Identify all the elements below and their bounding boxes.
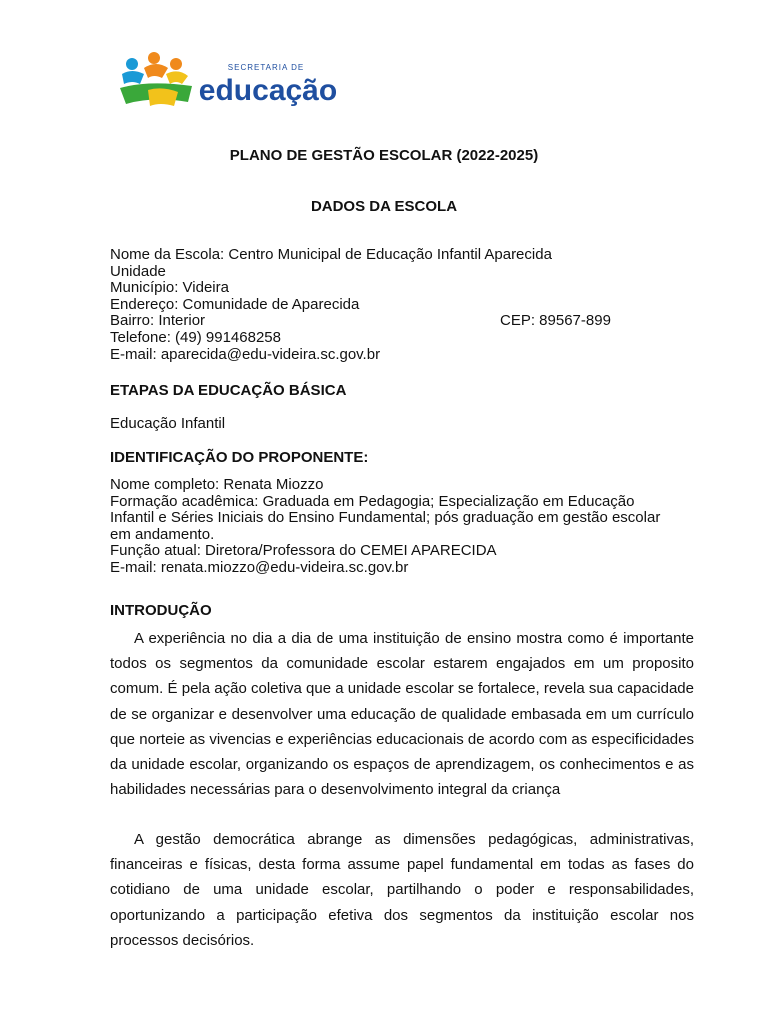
section-heading-identificacao: IDENTIFICAÇÃO DO PROPONENTE:	[110, 449, 369, 466]
logo-figure-teal	[126, 58, 138, 70]
logo-figure-orange-2	[170, 58, 182, 70]
section-heading-etapas: ETAPAS DA EDUCAÇÃO BÁSICA	[110, 382, 347, 399]
school-telefone: Telefone: (49) 991468258	[110, 328, 281, 346]
proponente-formacao-line2: Infantil e Séries Iniciais do Ensino Fundamental; pós graduação em gestão escolar	[110, 509, 661, 527]
proponente-formacao-line3: em andamento.	[110, 525, 215, 543]
school-cep: CEP: 89567-899	[500, 312, 611, 330]
logo-graphic	[118, 50, 358, 110]
school-name-line2: Unidade	[110, 262, 166, 280]
proponente-formacao-line1: Formação acadêmica: Graduada em Pedagogia; Especialização em Educação	[110, 492, 635, 510]
school-name-line1: Nome da Escola: Centro Municipal de Educação Infantil Aparecida	[110, 246, 552, 263]
etapa-text: Educação Infantil	[110, 415, 226, 432]
school-bairro: Bairro: Interior	[110, 312, 206, 330]
logo-top-text: SECRETARIA DE	[227, 63, 305, 72]
logo-body-yellow	[166, 71, 188, 84]
proponente-nome: Nome completo: Renata Miozzo	[110, 476, 324, 493]
logo-main-text: educação	[198, 74, 338, 107]
school-email: E-mail: aparecida@edu-videira.sc.gov.br	[110, 345, 381, 363]
document-title: PLANO DE GESTÃO ESCOLAR (2022-2025)	[229, 147, 539, 164]
proponente-funcao: Função atual: Diretora/Professora do CEMEI APARECIDA	[110, 542, 497, 560]
proponente-block	[110, 477, 700, 577]
logo-figure-orange	[148, 52, 160, 64]
section-heading-introducao: INTRODUÇÃO	[110, 602, 212, 619]
section-heading-dados: DADOS DA ESCOLA	[310, 198, 458, 215]
intro-paragraph-1: A experiência no dia a dia de uma instituição de ensino mostra como é importante todos os segmentos da comunidade escolar estarem engajados em um proposito comum. É pela ação coletiva que a unidade escolar se fortalece, revela sua capacidade de se organizar e desenvolver uma educação de qualidade embasada em um currículo que norteie as vivencias e experiências educacionais de acordo com as especificidades da unidade escolar, organizando os espaços de aprendizagem, os conhecimentos e as habilidades necessárias para o desenvolvimento integral da criança	[110, 630, 694, 799]
logo-body-orange	[144, 64, 168, 78]
logo-body-teal	[122, 71, 144, 84]
school-bairro-row	[110, 313, 700, 330]
intro-paragraph-2: A gestão democrática abrange as dimensões pedagógicas, administrativas, financeiras e físicas, desta forma assume papel fundamental em todas as fases do cotidiano de uma unidade escolar, partilhando o poder e responsabilidades, oportunizando a participação efetiva dos segmentos da instituição escolar nos processos decisórios.	[110, 831, 694, 949]
secretaria-educacao-logo	[118, 50, 358, 110]
school-endereco: Endereço: Comunidade de Aparecida	[110, 295, 360, 313]
proponente-email: E-mail: renata.miozzo@edu-videira.sc.gov.br	[110, 558, 409, 576]
logo-ground-yellow	[148, 88, 178, 106]
school-municipio: Município: Videira	[110, 279, 229, 297]
school-data-block	[110, 247, 700, 363]
